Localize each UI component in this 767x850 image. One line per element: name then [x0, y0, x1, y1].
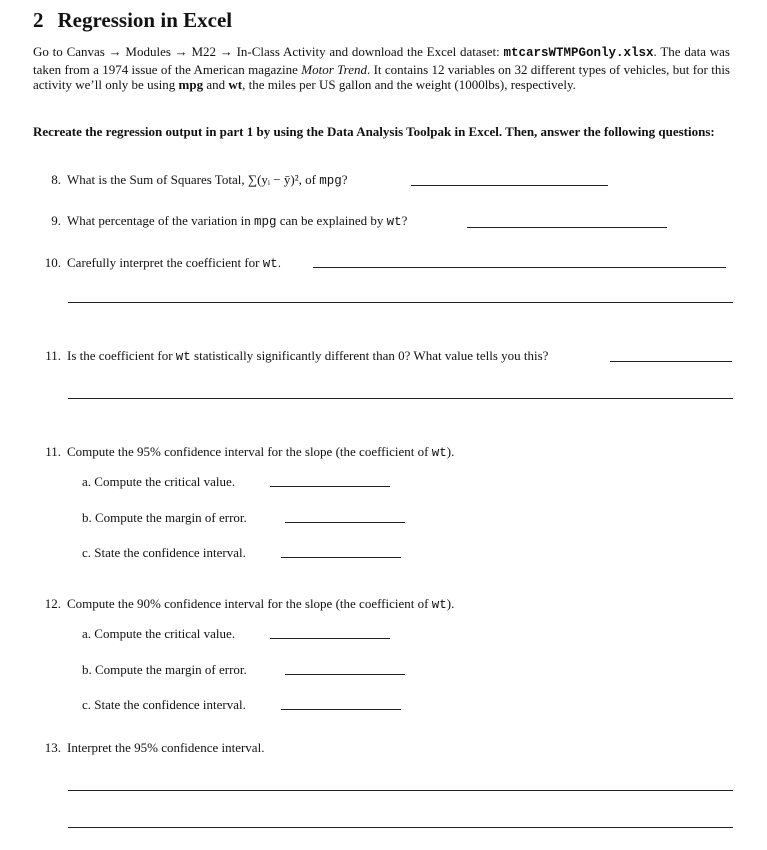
answer-blank-q10[interactable] — [313, 267, 726, 268]
answer-line-q13-1[interactable] — [68, 790, 733, 791]
var-mpg: mpg — [178, 77, 204, 93]
question-text: Carefully interpret the coefficient for — [67, 255, 263, 270]
code-mpg: mpg — [253, 215, 277, 229]
subpart-text: Compute the critical value. — [94, 626, 236, 641]
sum-squares-formula: ∑(yᵢ − ȳ)² — [247, 172, 299, 187]
intro-text-2: . The data was taken from a 1974 issue of the American magazine — [33, 44, 730, 77]
instruction-text: Recreate the regression output in part 1 by using the Data Analysis Toolpak in Excel. Then, answer the following questions: — [33, 124, 715, 139]
answer-line-q10[interactable] — [68, 302, 733, 303]
question-number: 8. — [51, 172, 61, 187]
answer-blank-90-interval[interactable] — [281, 709, 401, 710]
code-wt: wt — [431, 598, 447, 612]
question-number: 9. — [51, 213, 61, 228]
question-text: statistically significantly different than 0? What value tells you this? — [190, 348, 549, 363]
answer-blank-90-critical[interactable] — [270, 638, 390, 639]
dataset-filename: mtcarsWTMPGonly.xlsx — [503, 46, 654, 60]
answer-blank-q8[interactable] — [411, 185, 608, 186]
question-text: What is the Sum of Squares Total, — [67, 172, 248, 187]
section-title: Regression in Excel — [57, 8, 233, 32]
subpart-c-95 — [82, 545, 246, 561]
magazine-name: Motor Trend — [301, 61, 367, 77]
question-number: 13. — [44, 740, 61, 755]
intro-text-1: Go to Canvas → Modules → M22 → In-Class Activity and download the Excel dataset: — [33, 44, 504, 59]
var-wt: wt — [228, 77, 243, 93]
question-text: . — [277, 255, 282, 270]
code-mpg: mpg — [319, 174, 342, 188]
answer-blank-95-critical[interactable] — [270, 486, 390, 487]
question-9 — [33, 213, 407, 230]
subpart-text: Compute the margin of error. — [95, 510, 247, 525]
code-wt: wt — [431, 446, 447, 460]
question-number: 10. — [44, 255, 61, 270]
code-wt: wt — [175, 350, 191, 364]
question-10 — [33, 255, 281, 272]
subpart-text: Compute the margin of error. — [95, 662, 247, 677]
subpart-label: c. — [82, 697, 92, 712]
subpart-label: b. — [82, 510, 92, 525]
subpart-a-95 — [82, 474, 235, 490]
subpart-b-95 — [82, 510, 247, 526]
question-number: 11. — [45, 444, 61, 459]
answer-blank-q11a[interactable] — [610, 361, 732, 362]
question-text: Compute the 90% confidence interval for the slope (the coefficient of — [67, 596, 432, 611]
question-text: ? — [341, 172, 348, 187]
section-heading — [33, 8, 232, 33]
subpart-b-90 — [82, 662, 247, 678]
intro-paragraph — [33, 44, 730, 93]
subpart-a-90 — [82, 626, 235, 642]
question-13 — [33, 740, 264, 756]
subpart-text: Compute the critical value. — [94, 474, 236, 489]
question-text: ). — [446, 444, 455, 459]
answer-blank-90-margin[interactable] — [285, 674, 405, 675]
question-11-ci95 — [33, 444, 454, 461]
subpart-label: a. — [82, 626, 92, 641]
subpart-c-90 — [82, 697, 246, 713]
answer-blank-95-interval[interactable] — [281, 557, 401, 558]
question-text: What percentage of the variation in — [67, 213, 254, 228]
answer-blank-95-margin[interactable] — [285, 522, 405, 523]
question-number: 11. — [45, 348, 61, 363]
question-12-ci90 — [33, 596, 454, 613]
answer-blank-q9[interactable] — [467, 227, 667, 228]
section-number: 2 — [33, 8, 44, 32]
subpart-label: b. — [82, 662, 92, 677]
code-wt: wt — [386, 215, 402, 229]
subpart-text: State the confidence interval. — [94, 697, 246, 712]
question-text: , of — [298, 172, 320, 187]
intro-text-3: . It contains 12 variables on 32 different types of vehicles, but for this activity we’ll only be using — [33, 61, 730, 93]
question-text: can be explained by — [276, 213, 387, 228]
subpart-text: State the confidence interval. — [94, 545, 246, 560]
question-text: ). — [446, 596, 455, 611]
question-text: Compute the 95% confidence interval for the slope (the coefficient of — [67, 444, 432, 459]
intro-text-5: , the miles per US gallon and the weight (1000lbs), respectively. — [242, 77, 576, 93]
subpart-label: a. — [82, 474, 92, 489]
subpart-label: c. — [82, 545, 92, 560]
question-8 — [33, 172, 348, 189]
question-text: ? — [401, 213, 408, 228]
answer-line-q13-2[interactable] — [68, 827, 733, 828]
question-text: Interpret the 95% confidence interval. — [67, 740, 265, 755]
code-wt: wt — [262, 257, 278, 271]
answer-line-q11a[interactable] — [68, 398, 733, 399]
question-text: Is the coefficient for — [67, 348, 176, 363]
intro-text-4: and — [203, 77, 229, 93]
question-number: 12. — [44, 596, 61, 611]
question-11-significance — [33, 348, 548, 365]
